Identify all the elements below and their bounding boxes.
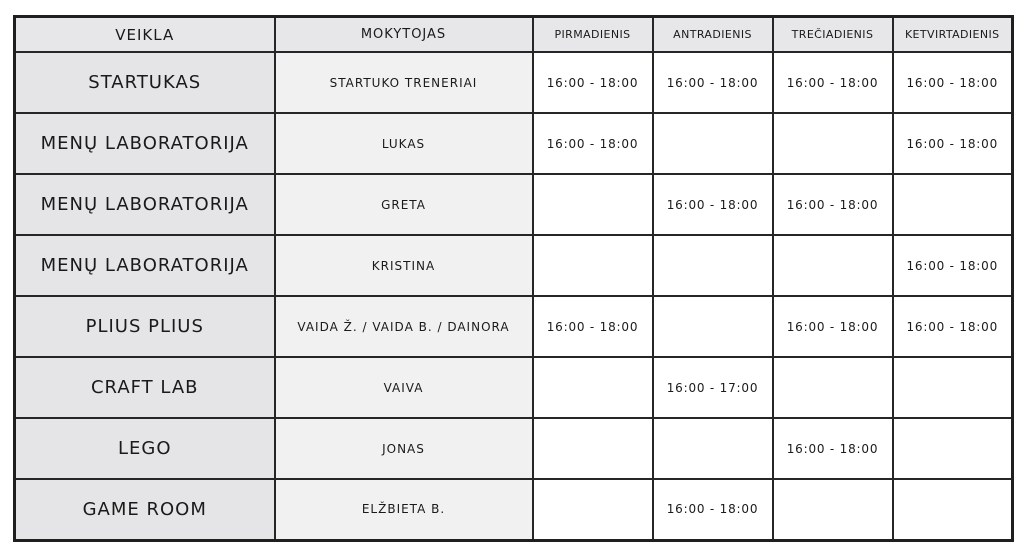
header-day-tuesday: ANTRADIENIS xyxy=(653,17,773,53)
time-slot-thursday xyxy=(893,418,1013,479)
time-slot-monday xyxy=(533,357,653,418)
table-row xyxy=(15,113,1013,174)
table-row xyxy=(15,235,1013,296)
activity-cell: MENŲ LABORATORIJA xyxy=(15,113,275,174)
time-slot-thursday xyxy=(893,479,1013,540)
time-slot-wednesday xyxy=(773,113,893,174)
time-slot-wednesday xyxy=(773,235,893,296)
time-slot-monday xyxy=(533,479,653,540)
time-slot-monday xyxy=(533,235,653,296)
time-slot-thursday: 16:00 - 18:00 xyxy=(893,52,1013,113)
table-row xyxy=(15,52,1013,113)
activity-cell: LEGO xyxy=(15,418,275,479)
teacher-cell: KRISTINA xyxy=(275,235,533,296)
table-row xyxy=(15,174,1013,235)
time-slot-wednesday xyxy=(773,357,893,418)
header-day-wednesday: TREČIADIENIS xyxy=(773,17,893,53)
time-slot-tuesday: 16:00 - 18:00 xyxy=(653,52,773,113)
header-day-thursday: KETVIRTADIENIS xyxy=(893,17,1013,53)
time-slot-thursday: 16:00 - 18:00 xyxy=(893,235,1013,296)
activity-cell: CRAFT LAB xyxy=(15,357,275,418)
activity-cell: STARTUKAS xyxy=(15,52,275,113)
time-slot-wednesday xyxy=(773,479,893,540)
time-slot-monday: 16:00 - 18:00 xyxy=(533,52,653,113)
time-slot-tuesday: 16:00 - 18:00 xyxy=(653,479,773,540)
teacher-cell: VAIVA xyxy=(275,357,533,418)
teacher-cell: LUKAS xyxy=(275,113,533,174)
activity-cell: MENŲ LABORATORIJA xyxy=(15,174,275,235)
time-slot-wednesday: 16:00 - 18:00 xyxy=(773,296,893,357)
time-slot-monday xyxy=(533,418,653,479)
time-slot-tuesday xyxy=(653,113,773,174)
teacher-cell: VAIDA Ž. / VAIDA B. / DAINORA xyxy=(275,296,533,357)
time-slot-monday: 16:00 - 18:00 xyxy=(533,296,653,357)
header-row xyxy=(15,17,1013,53)
activity-cell: MENŲ LABORATORIJA xyxy=(15,235,275,296)
time-slot-thursday xyxy=(893,357,1013,418)
time-slot-wednesday: 16:00 - 18:00 xyxy=(773,418,893,479)
time-slot-thursday xyxy=(893,174,1013,235)
time-slot-wednesday: 16:00 - 18:00 xyxy=(773,52,893,113)
time-slot-tuesday xyxy=(653,296,773,357)
schedule-table xyxy=(13,15,1014,542)
teacher-cell: GRETA xyxy=(275,174,533,235)
time-slot-wednesday: 16:00 - 18:00 xyxy=(773,174,893,235)
table-row xyxy=(15,418,1013,479)
time-slot-thursday: 16:00 - 18:00 xyxy=(893,113,1013,174)
teacher-cell: STARTUKO TRENERIAI xyxy=(275,52,533,113)
header-activity: VEIKLA xyxy=(15,17,275,53)
time-slot-monday xyxy=(533,174,653,235)
table-row xyxy=(15,296,1013,357)
table-row xyxy=(15,479,1013,540)
time-slot-tuesday: 16:00 - 17:00 xyxy=(653,357,773,418)
header-day-monday: PIRMADIENIS xyxy=(533,17,653,53)
time-slot-tuesday xyxy=(653,418,773,479)
time-slot-tuesday xyxy=(653,235,773,296)
time-slot-monday: 16:00 - 18:00 xyxy=(533,113,653,174)
time-slot-thursday: 16:00 - 18:00 xyxy=(893,296,1013,357)
teacher-cell: ELŽBIETA B. xyxy=(275,479,533,540)
time-slot-tuesday: 16:00 - 18:00 xyxy=(653,174,773,235)
table-row xyxy=(15,357,1013,418)
header-teacher: MOKYTOJAS xyxy=(275,17,533,53)
activity-cell: PLIUS PLIUS xyxy=(15,296,275,357)
activity-cell: GAME ROOM xyxy=(15,479,275,540)
teacher-cell: JONAS xyxy=(275,418,533,479)
